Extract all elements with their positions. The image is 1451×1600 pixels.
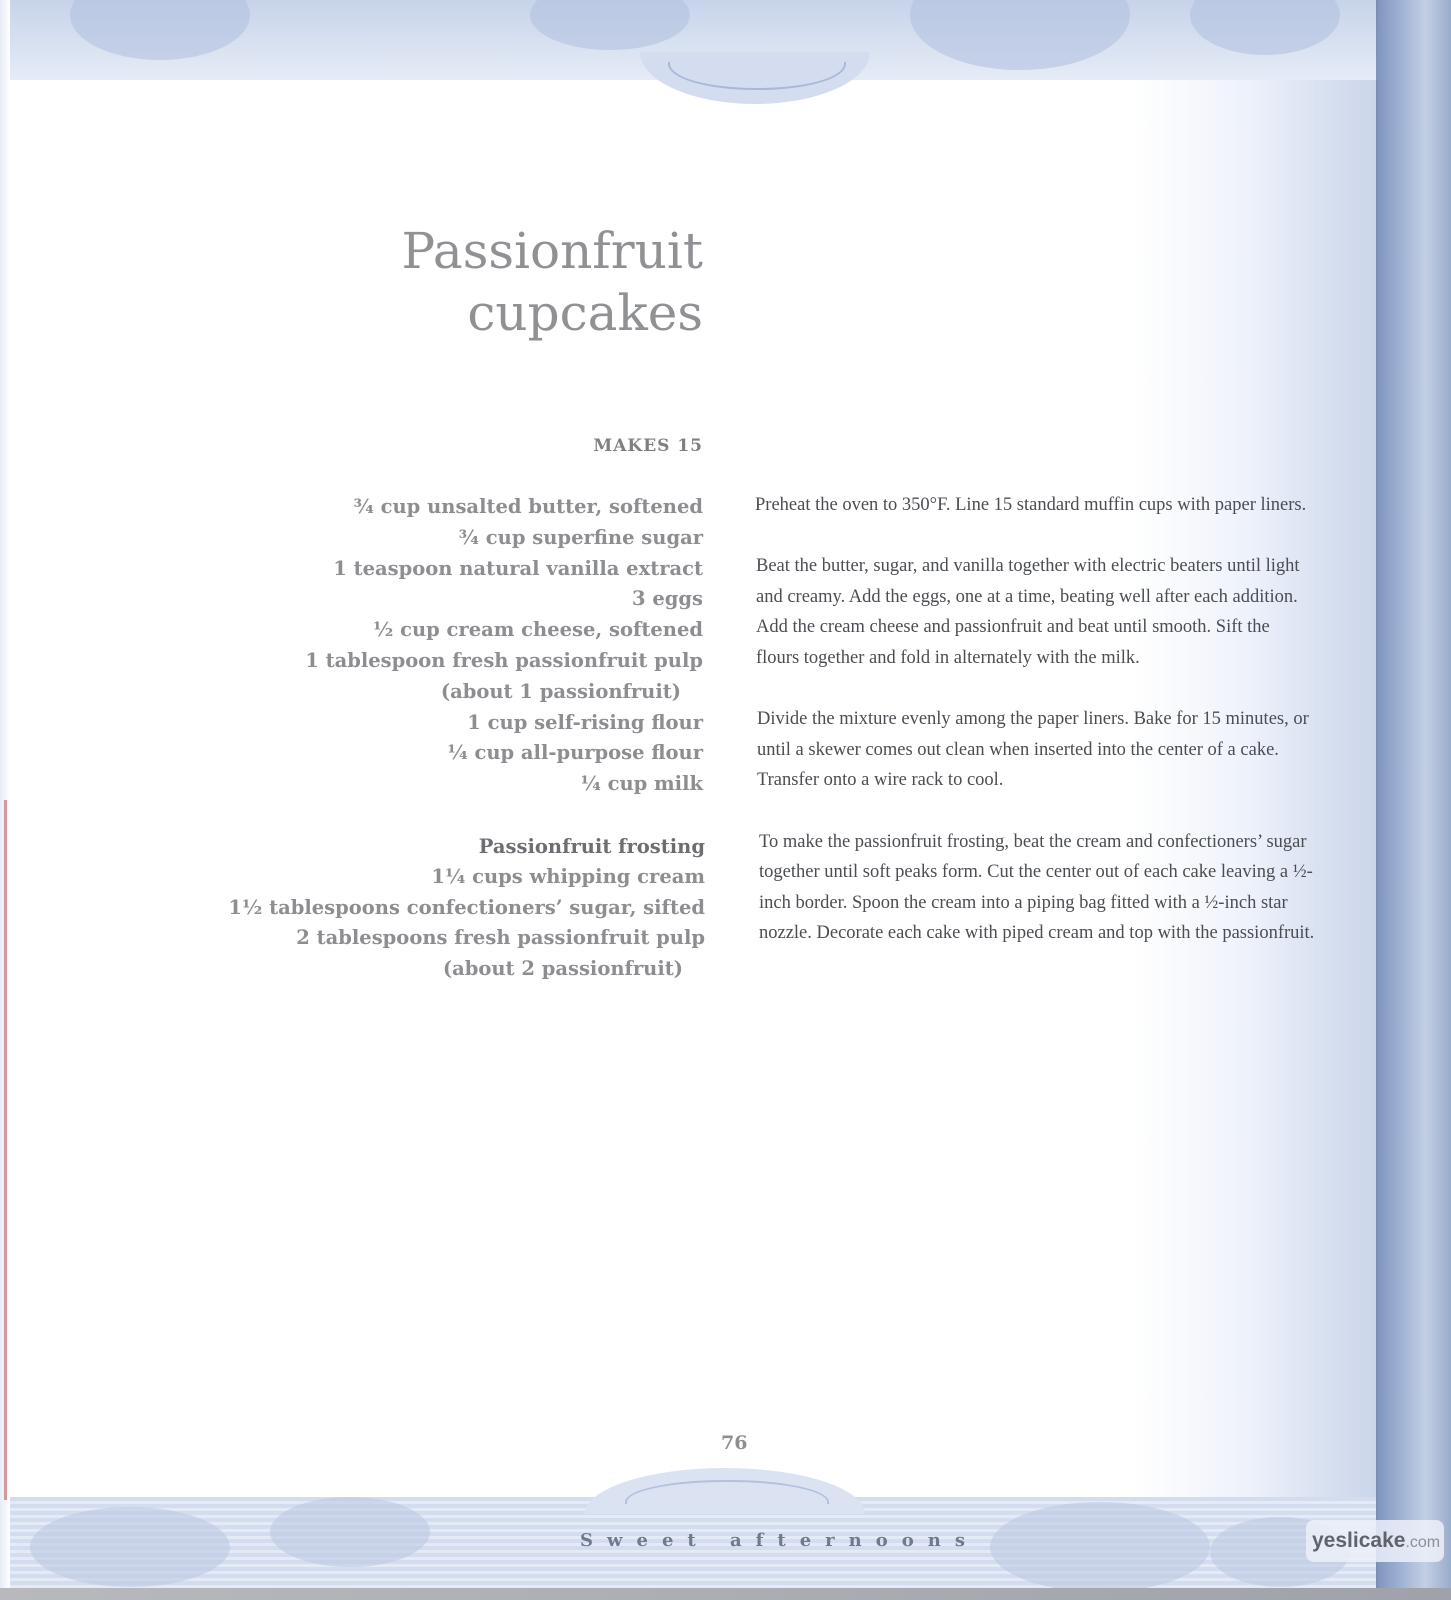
ingredient-item-note: (about 1 passionfruit): [440, 679, 681, 703]
ingredient-item: ½ cup cream cheese, softened: [372, 618, 703, 642]
watermark-text: [1312, 1529, 1440, 1553]
frosting-ingredient-list: [185, 832, 705, 984]
scan-bottom-edge: [0, 1588, 1451, 1600]
ingredient-item-note: (about 2 passionfruit): [442, 956, 683, 980]
ingredient-item: ¾ cup superfine sugar: [458, 525, 703, 549]
watermark-domain: .com: [1405, 1534, 1441, 1551]
recipe-title-line1: Passionfruit: [401, 222, 703, 280]
watermark-brand-c: c: [1358, 1529, 1371, 1552]
method-instructions: [755, 490, 1315, 980]
frosting-heading: Passionfruit frosting: [478, 835, 705, 858]
method-step: To make the passionfruit frosting, beat the cream and confectioners’ sugar together until soft peaks form. Cut the center out of each cake leaving a ½-inch border. Spoon the cream into a piping bag fitted with a ½-inch star nozzle. Decorate each cake with piped cream and top with the passionfruit.: [759, 831, 1315, 944]
recipe-yield: MAKES 15: [593, 436, 703, 456]
page-number: 76: [721, 1432, 748, 1454]
ingredient-list: [183, 492, 703, 800]
ingredient-item: 1 teaspoon natural vanilla extract: [333, 556, 703, 580]
method-step: Beat the butter, sugar, and vanilla together with electric beaters until light and creamy. Add the eggs, one at a time, beating well after each addition. Add the cream cheese and passionfruit and beat until smooth. Sift the flours together and fold in alternately with the milk.: [756, 556, 1300, 668]
recipe-title-line2: cupcakes: [467, 284, 703, 342]
watermark-brand-rest: ake: [1370, 1529, 1406, 1552]
ingredient-item: 1½ tablespoons confectioners’ sugar, sifted: [228, 895, 705, 919]
ingredient-item: ¼ cup milk: [580, 772, 703, 796]
watermark-brand: yesli: [1312, 1529, 1359, 1552]
ingredient-item: 3 eggs: [631, 587, 703, 611]
ingredient-item: 1¼ cups whipping cream: [431, 865, 705, 889]
running-footer: Sweet afternoons: [580, 1530, 979, 1551]
method-step: Preheat the oven to 350°F. Line 15 standard muffin cups with paper liners.: [755, 495, 1307, 515]
top-scroll-ornament: [640, 52, 870, 104]
ingredient-item: ¾ cup unsalted butter, softened: [353, 495, 703, 518]
watermark-logo: [1306, 1520, 1444, 1562]
bottom-scroll-ornament: [585, 1468, 865, 1514]
ingredient-item: 2 tablespoons fresh passionfruit pulp: [296, 926, 705, 950]
ingredient-item: 1 cup self-rising flour: [467, 710, 703, 734]
recipe-title: [401, 220, 703, 344]
ingredient-item: 1 tablespoon fresh passionfruit pulp: [305, 648, 703, 672]
ingredient-item: ¼ cup all-purpose flour: [447, 741, 703, 765]
method-step: Divide the mixture evenly among the paper liners. Bake for 15 minutes, or until a skewer comes out clean when inserted into the center of a cake. Transfer onto a wire rack to cool.: [757, 709, 1309, 791]
facing-page-edge: [1378, 0, 1451, 1600]
page-edge-red-stripe: [4, 800, 7, 1500]
